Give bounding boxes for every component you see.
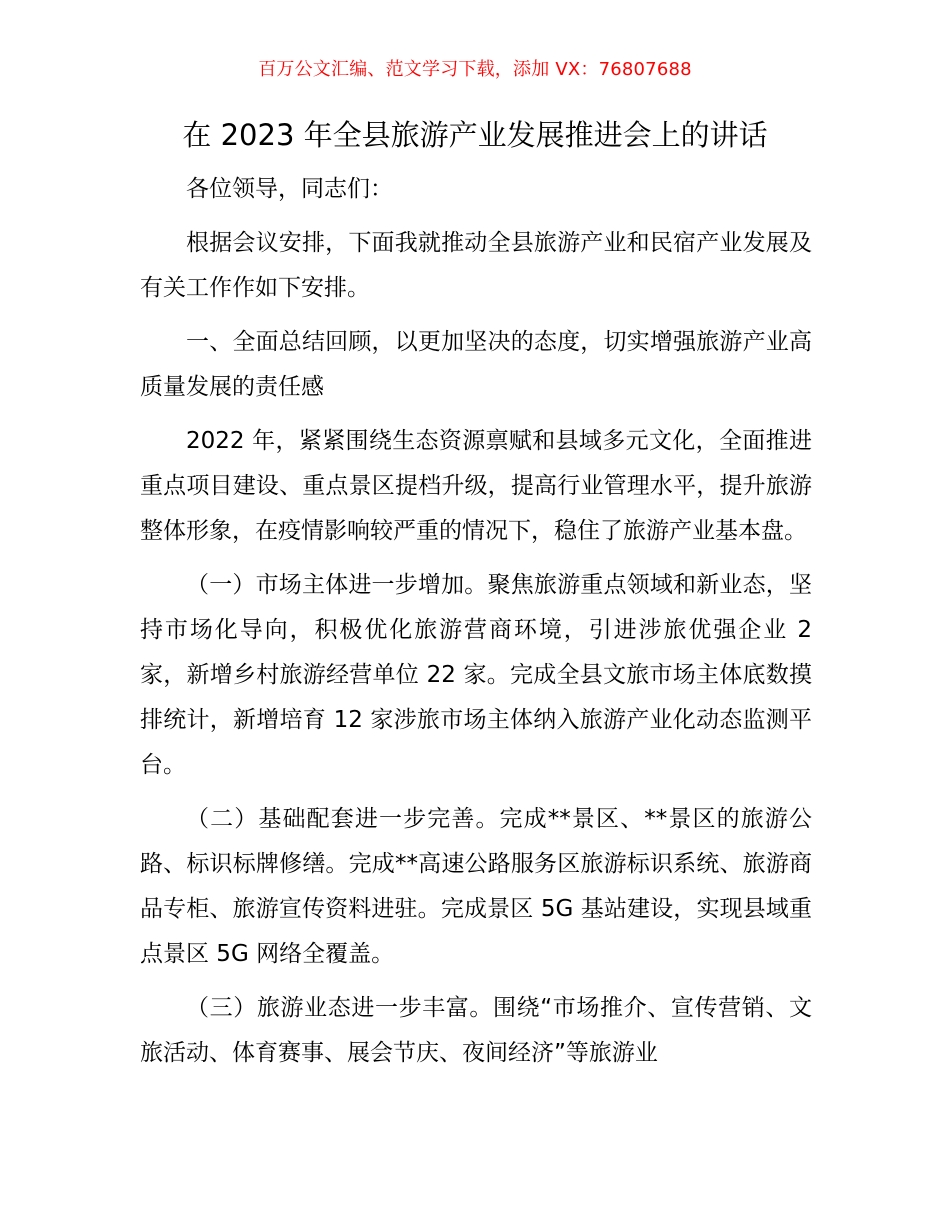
paragraph: 2022 年，紧紧围绕生态资源禀赋和县域多元文化，全面推进重点项目建设、重点景区提档升级，提高行业管理水平，提升旅游整体形象，在疫情影响较严重的情况下，稳住了旅游产业基本盘。: [140, 428, 812, 544]
paragraph: （二）基础配套进一步完善。完成**景区、**景区的旅游公路、标识标牌修缮。完成**高速公路服务区旅游标识系统、旅游商品专柜、旅游宣传资料进驻。完成景区 5G 基站建设，实现县域重点景区 5G 网络全覆盖。: [140, 806, 813, 967]
document-title: 在 2023 年全县旅游产业发展推进会上的讲话: [182, 118, 768, 152]
section-heading: 一、全面总结回顾，以更加坚决的态度，切实增强旅游产业高质量发展的责任感: [140, 329, 812, 400]
header-note: 百万公文汇编、范文学习下载，添加 VX：76807688: [258, 59, 692, 80]
paragraph-salutation: 各位领导，同志们：: [186, 176, 393, 202]
document-body: [140, 167, 812, 1085]
paragraph: 根据会议安排，下面我就推动全县旅游产业和民宿产业发展及有关工作作如下安排。: [140, 230, 812, 301]
paragraph: （三）旅游业态进一步丰富。围绕“市场推介、宣传营销、文旅活动、体育赛事、展会节庆、夜间经济”等旅游业: [140, 995, 812, 1066]
paragraph: （一）市场主体进一步增加。聚焦旅游重点领域和新业态，坚持市场化导向，积极优化旅游营商环境，引进涉旅优强企业 2 家，新增乡村旅游经营单位 22 家。完成全县文旅市场主体底数摸排统计，新增培育 12 家涉旅市场主体纳入旅游产业化动态监测平台。: [140, 572, 812, 778]
